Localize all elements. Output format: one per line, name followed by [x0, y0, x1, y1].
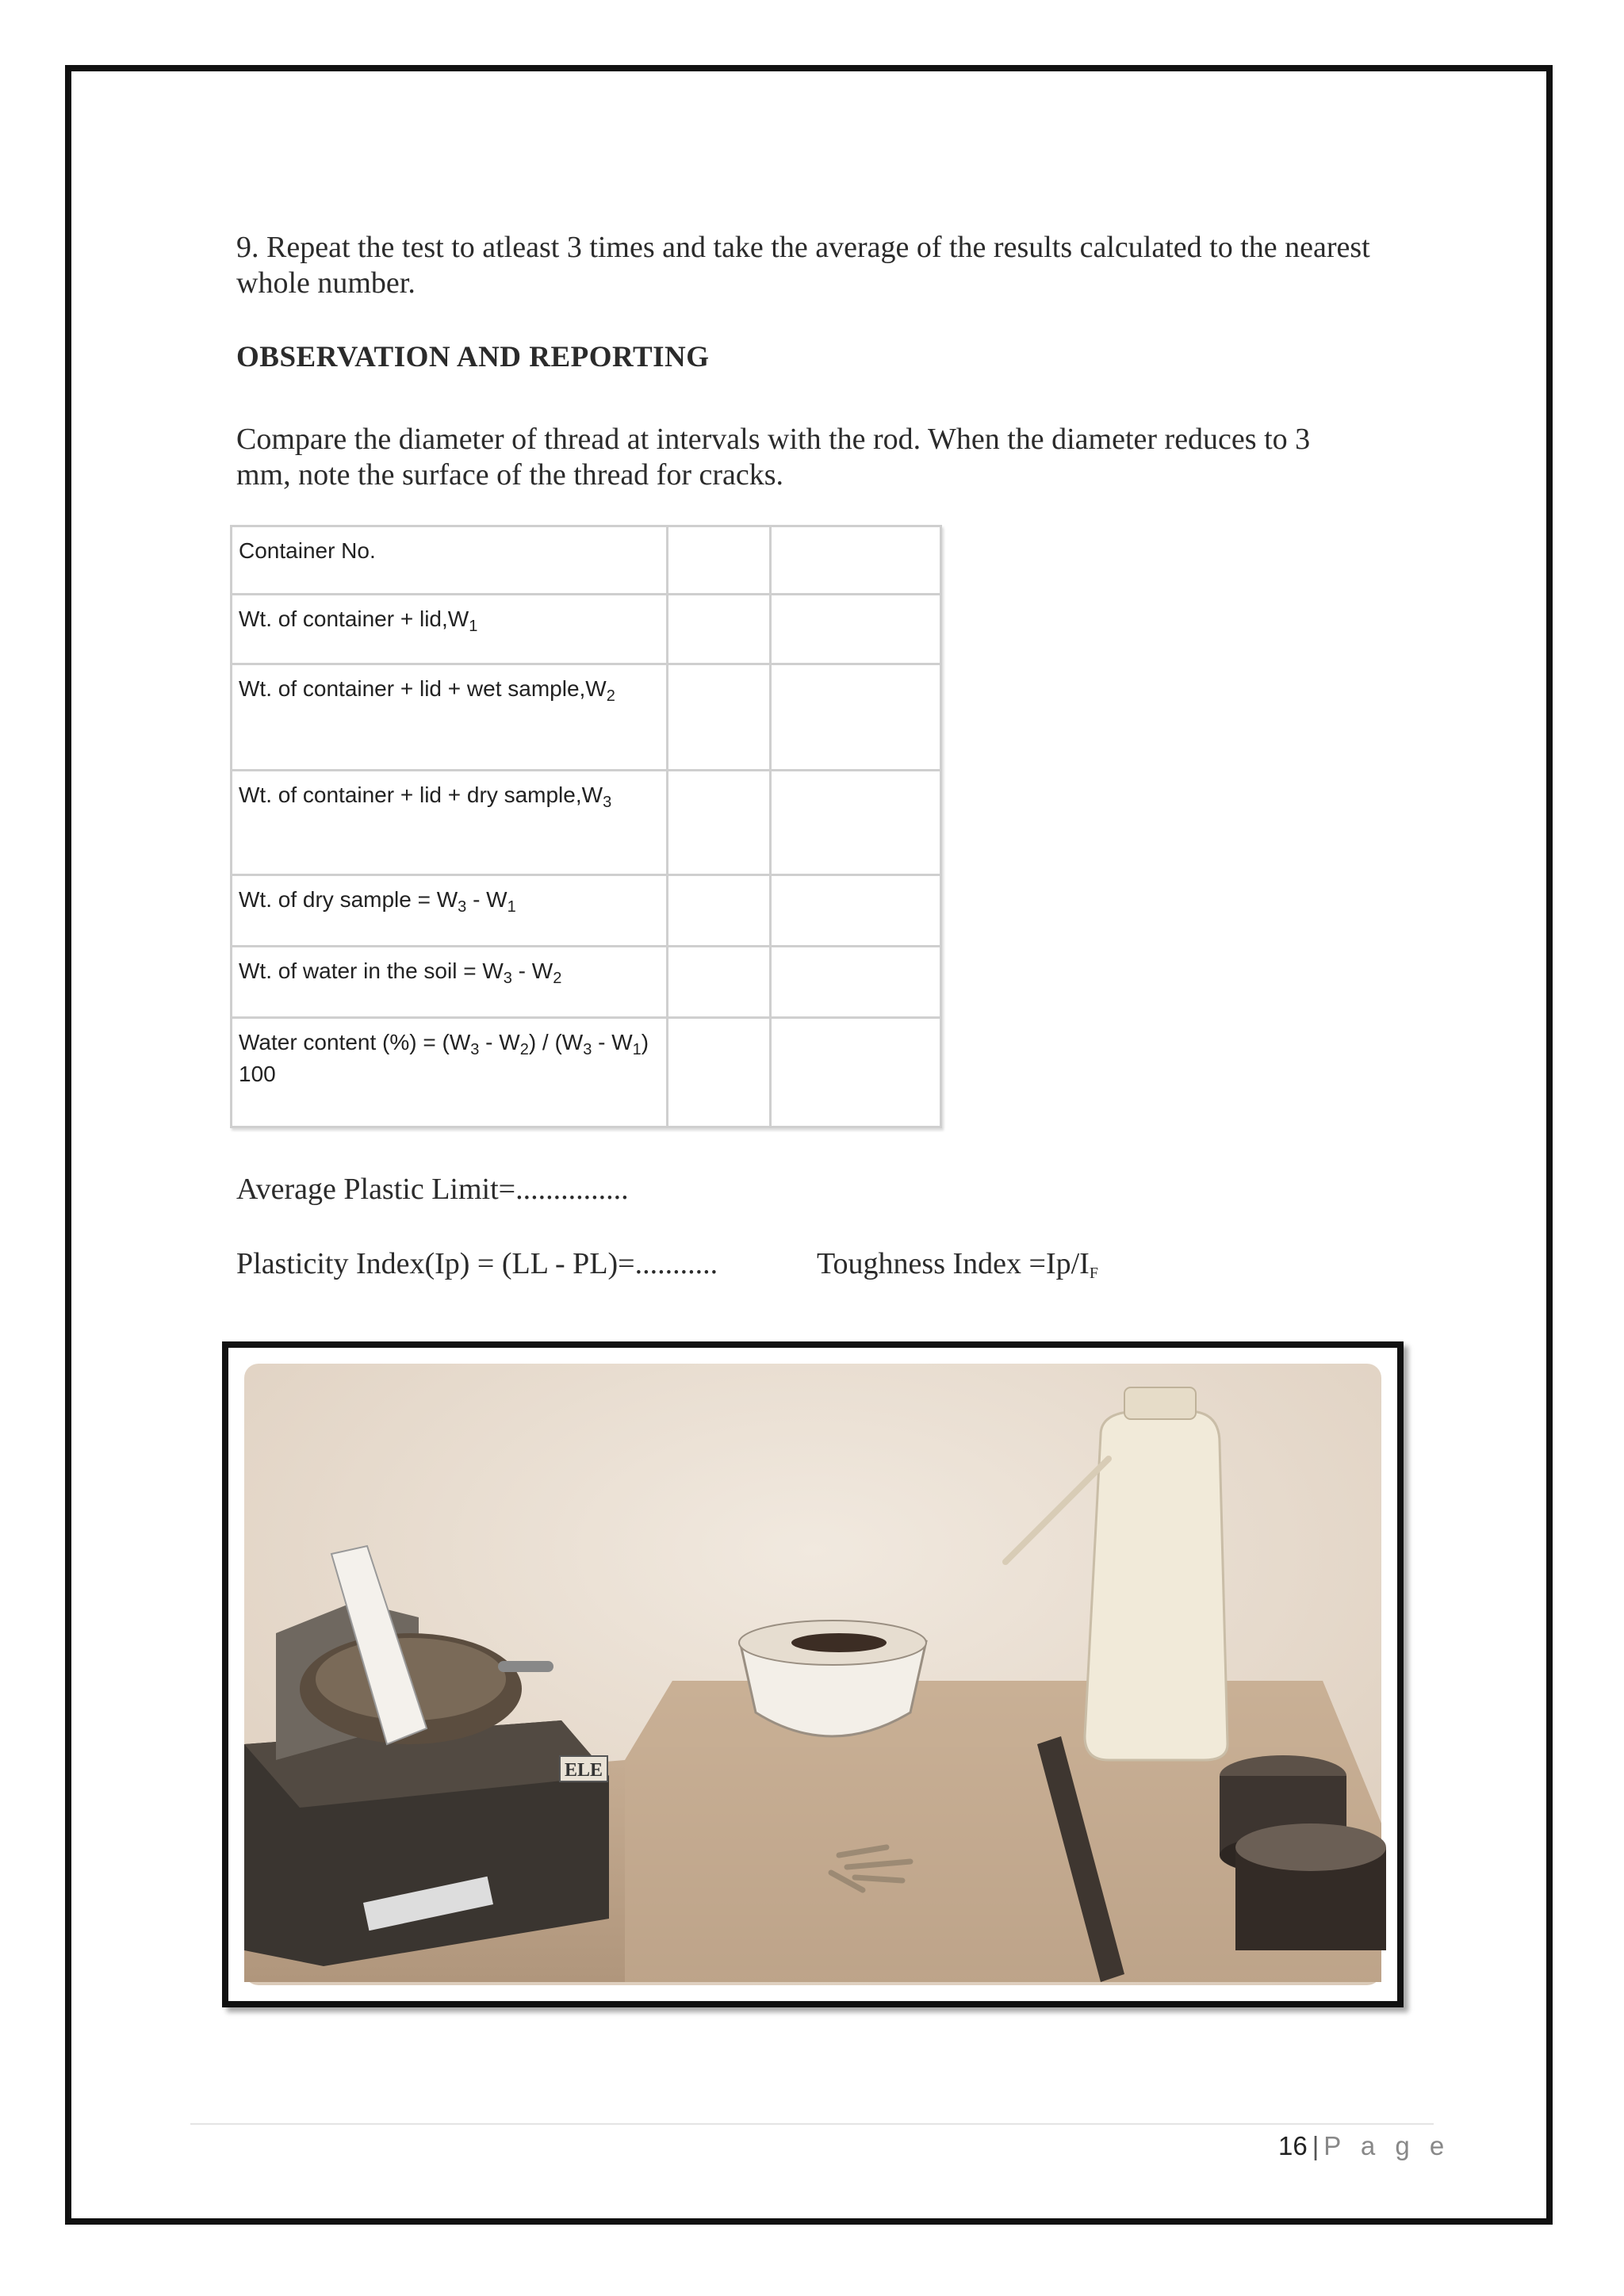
table-cell	[668, 875, 771, 947]
brand-label: ELE	[564, 1760, 603, 1781]
footer-divider	[190, 2123, 1434, 2125]
table-cell	[668, 947, 771, 1018]
table-cell	[771, 595, 941, 664]
section-heading: OBSERVATION AND REPORTING	[236, 341, 710, 373]
row-label: Wt. of container + $lid,W_1$	[232, 595, 668, 664]
bottle-cap	[1124, 1387, 1196, 1419]
table-cell	[771, 526, 941, 595]
knob	[498, 1661, 553, 1672]
table-cell	[668, 595, 771, 664]
table-cell	[668, 771, 771, 875]
table-cell	[771, 1018, 941, 1127]
page-word: P a g e	[1323, 2131, 1451, 2160]
row-label: Container No.	[232, 526, 668, 595]
row-label: Wt. of container + lid + dry $sample,W_3$	[232, 771, 668, 875]
table-row	[232, 947, 941, 1018]
row-label: Wt. of water in the soil = $W_3 - W_2$	[232, 947, 668, 1018]
table-cell	[771, 947, 941, 1018]
row-label: Wt. of dry sample = $W_3 - W_1$	[232, 875, 668, 947]
plasticity-index: Plasticity Index(Ip) = (LL - PL)=...........	[236, 1247, 718, 1280]
tin-2-top	[1235, 1823, 1386, 1871]
apparatus-illustration	[228, 1348, 1397, 2001]
page-number: 16	[1278, 2131, 1308, 2160]
page-footer	[1278, 2131, 1450, 2161]
table-cell	[668, 664, 771, 771]
apparatus-photo	[222, 1341, 1404, 2007]
row-label: Water content (%) = $(W_3 - W_2) / (W_3 - W_1)$ 100	[232, 1018, 668, 1127]
table-row	[232, 526, 941, 595]
toughness-index: Toughness Index $=Ip/I_F$	[817, 1247, 1098, 1282]
table-cell	[771, 664, 941, 771]
step-9-paragraph: 9. Repeat the test to atleast 3 times and take the average of the results calculated to the nearest whole number.	[236, 231, 1370, 300]
average-plastic-limit: Average Plastic Limit=...............	[236, 1173, 629, 1206]
table-row	[232, 771, 941, 875]
row-label: Wt. of container + lid + wet $sample,W_2$	[232, 664, 668, 771]
compare-paragraph: Compare the diameter of thread at intervals with the rod. When the diameter reduces to 3 mm, note the surface of the thread for cracks.	[236, 423, 1311, 492]
table-cell	[668, 526, 771, 595]
table-row	[232, 1018, 941, 1127]
table-row	[232, 595, 941, 664]
table-cell	[771, 875, 941, 947]
soil-sample	[791, 1633, 887, 1652]
footer-separator: |	[1312, 2131, 1320, 2160]
table-row	[232, 875, 941, 947]
observation-table	[230, 525, 942, 1128]
table-row	[232, 664, 941, 771]
table-cell	[771, 771, 941, 875]
table-cell	[668, 1018, 771, 1127]
